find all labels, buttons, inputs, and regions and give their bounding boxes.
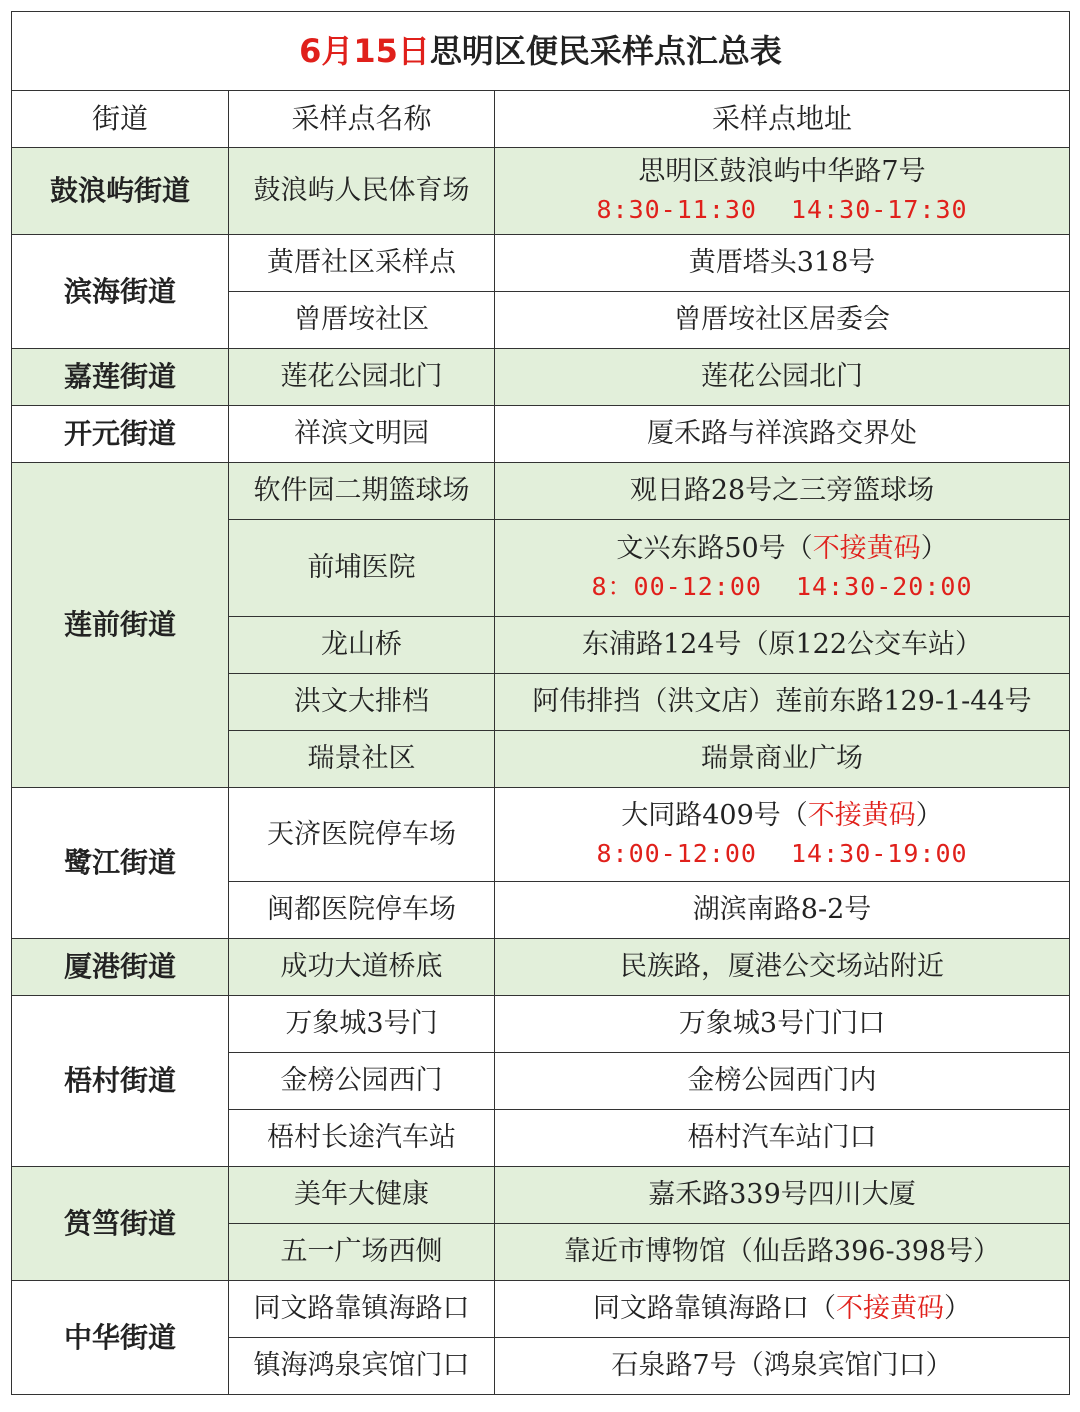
site-name: 祥滨文明园: [229, 406, 495, 463]
address-tail: ）: [915, 799, 943, 831]
header-site: 采样点名称: [229, 91, 495, 148]
site-address: 嘉禾路339号四川大厦: [495, 1167, 1070, 1224]
address-tail: ）: [944, 1293, 972, 1324]
site-address: 黄厝塔头318号: [495, 235, 1070, 292]
street-wucun: 梧村街道: [12, 996, 229, 1167]
site-address: 万象城3号门门口: [495, 996, 1070, 1053]
table-title: [12, 12, 1070, 91]
opening-hours: [495, 835, 1069, 873]
site-address: 靠近市博物馆（仙岳路396-398号）: [495, 1224, 1070, 1281]
street-lianqian: 莲前街道: [12, 463, 229, 788]
site-name: 成功大道桥底: [229, 939, 495, 996]
title-text: 思明区便民采样点汇总表: [429, 32, 782, 70]
site-name: 龙山桥: [229, 617, 495, 674]
site-name: 瑞景社区: [229, 731, 495, 788]
hours-afternoon: 14:30-20:00: [795, 572, 973, 601]
address-text: 大同路409号（: [621, 799, 808, 831]
site-address: 曾厝垵社区居委会: [495, 292, 1070, 349]
site-name: 天济医院停车场: [229, 788, 495, 882]
site-name: 闽都医院停车场: [229, 882, 495, 939]
sampling-sites-table: [11, 11, 1070, 1395]
street-jialian: 嘉莲街道: [12, 349, 229, 406]
site-address: 厦禾路与祥滨路交界处: [495, 406, 1070, 463]
site-address: 民族路，厦港公交场站附近: [495, 939, 1070, 996]
site-name: 五一广场西侧: [229, 1224, 495, 1281]
opening-hours: [495, 191, 1069, 229]
hours-morning: 8:30-11:30: [596, 195, 757, 224]
street-lujiang: 鹭江街道: [12, 788, 229, 939]
site-name: 同文路靠镇海路口: [229, 1281, 495, 1338]
header-address: 采样点地址: [495, 91, 1070, 148]
site-address: 石泉路7号（鸿泉宾馆门口）: [495, 1338, 1070, 1395]
opening-hours: [495, 568, 1069, 606]
site-name: 美年大健康: [229, 1167, 495, 1224]
header-street: 街道: [12, 91, 229, 148]
site-name: 洪文大排档: [229, 674, 495, 731]
address-tail: ）: [920, 533, 948, 564]
site-name: 曾厝垵社区: [229, 292, 495, 349]
street-kaiyuan: 开元街道: [12, 406, 229, 463]
street-gulangyu: 鼓浪屿街道: [12, 148, 229, 235]
no-yellow-code-note: 不接黄码: [836, 1293, 945, 1324]
street-zhonghua: 中华街道: [12, 1281, 229, 1395]
site-address: 莲花公园北门: [495, 349, 1070, 406]
site-name: 莲花公园北门: [229, 349, 495, 406]
site-name: 梧村长途汽车站: [229, 1110, 495, 1167]
title-date: 6月15日: [299, 32, 430, 70]
site-address: 观日路28号之三旁篮球场: [495, 463, 1070, 520]
site-name: 鼓浪屿人民体育场: [229, 148, 495, 235]
site-name: 黄厝社区采样点: [229, 235, 495, 292]
site-name: 前埔医院: [229, 520, 495, 617]
address-text: 思明区鼓浪屿中华路7号: [638, 156, 926, 187]
address-text: 同文路靠镇海路口（: [593, 1293, 837, 1324]
hours-morning: 8:00-12:00: [596, 838, 757, 868]
address-text: 文兴东路50号（: [616, 533, 813, 564]
site-name: 软件园二期篮球场: [229, 463, 495, 520]
site-name: 万象城3号门: [229, 996, 495, 1053]
site-address: [495, 1281, 1070, 1338]
hours-afternoon: 14:30-19:00: [790, 838, 968, 868]
site-address: [495, 148, 1070, 235]
street-yundang: 筼筜街道: [12, 1167, 229, 1281]
site-address: 金榜公园西门内: [495, 1053, 1070, 1110]
site-address: 梧村汽车站门口: [495, 1110, 1070, 1167]
street-binhai: 滨海街道: [12, 235, 229, 349]
site-address: [495, 788, 1070, 882]
site-address: 东浦路124号（原122公交车站）: [495, 617, 1070, 674]
hours-morning: 8：00-12:00: [591, 572, 762, 601]
site-name: 镇海鸿泉宾馆门口: [229, 1338, 495, 1395]
hours-afternoon: 14:30-17:30: [790, 195, 968, 224]
site-address: 阿伟排挡（洪文店）莲前东路129-1-44号: [495, 674, 1070, 731]
site-address: [495, 520, 1070, 617]
site-address: 湖滨南路8-2号: [495, 882, 1070, 939]
no-yellow-code-note: 不接黄码: [812, 533, 921, 564]
street-xiagang: 厦港街道: [12, 939, 229, 996]
site-name: 金榜公园西门: [229, 1053, 495, 1110]
site-address: 瑞景商业广场: [495, 731, 1070, 788]
no-yellow-code-note: 不接黄码: [807, 799, 916, 831]
